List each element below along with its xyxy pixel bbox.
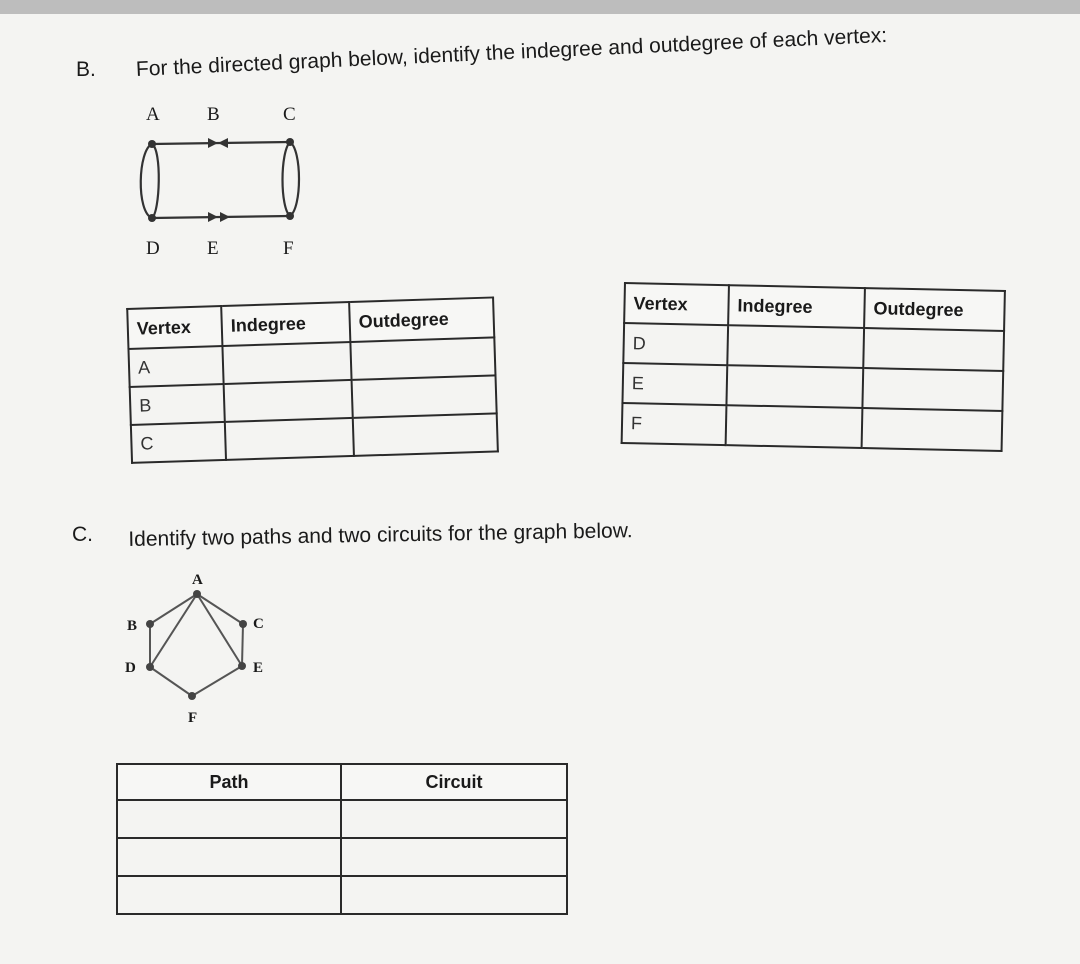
hex-vertex-f-label: F: [188, 710, 198, 726]
path-cell[interactable]: [117, 800, 341, 838]
indegree-cell[interactable]: [225, 418, 354, 460]
hex-vertex-a-dot: [193, 590, 201, 598]
outdegree-cell[interactable]: [862, 368, 1003, 411]
vertex-cell: F: [622, 403, 727, 445]
vertex-b-label: B: [207, 104, 220, 125]
edge-a-c: [197, 594, 243, 624]
directed-graph: [130, 128, 320, 232]
outdegree-cell[interactable]: [350, 337, 495, 380]
top-border: [0, 0, 1080, 14]
hex-vertex-e-dot: [238, 662, 246, 670]
arrow-icon-top-2: [218, 138, 228, 148]
edge-e-f: [192, 666, 242, 696]
circuit-cell[interactable]: [341, 838, 567, 876]
vertex-cell: E: [622, 363, 727, 405]
arrow-icon-bottom-1: [208, 212, 218, 222]
path-circuit-table: [116, 763, 568, 915]
vertex-e-label: E: [207, 238, 219, 259]
header-outdegree: Outdegree: [349, 297, 494, 342]
indegree-cell[interactable]: [726, 365, 863, 408]
hex-vertex-f-dot: [188, 692, 196, 700]
path-cell[interactable]: [117, 876, 341, 914]
circuit-cell[interactable]: [341, 876, 567, 914]
arrow-icon-bottom-2: [220, 212, 230, 222]
edge-a-d: [150, 594, 197, 667]
indegree-cell[interactable]: [727, 325, 864, 368]
section-c-label: C.: [72, 523, 93, 546]
hexagon-graph: [130, 580, 260, 710]
section-b-label: B.: [76, 58, 96, 81]
hex-vertex-a-label: A: [192, 572, 203, 588]
header-path: Path: [117, 764, 341, 800]
degree-table-left: [126, 296, 499, 463]
header-vertex: Vertex: [624, 283, 729, 325]
header-circuit: Circuit: [341, 764, 567, 800]
header-outdegree: Outdegree: [864, 288, 1005, 331]
path-cell[interactable]: [117, 838, 341, 876]
vertex-cell: B: [130, 384, 225, 425]
vertex-cell: D: [623, 323, 728, 365]
vertex-cell: C: [131, 422, 226, 463]
vertex-a-label: A: [146, 104, 160, 125]
arrow-icon-top-1: [208, 138, 218, 148]
outdegree-cell[interactable]: [353, 413, 498, 456]
vertex-cell: A: [128, 346, 223, 387]
vertex-f-label: F: [283, 238, 294, 259]
vertex-c-label: C: [283, 104, 296, 125]
header-vertex: Vertex: [127, 306, 222, 349]
loop-c-f: [283, 142, 300, 216]
outdegree-cell[interactable]: [863, 328, 1004, 371]
hex-vertex-c-dot: [239, 620, 247, 628]
vertex-f-dot: [286, 212, 294, 220]
header-indegree: Indegree: [221, 302, 350, 346]
hex-vertex-d-label: D: [125, 660, 136, 676]
indegree-cell[interactable]: [726, 405, 863, 448]
vertex-c-dot: [286, 138, 294, 146]
edge-c-e: [242, 624, 243, 666]
hex-vertex-c-label: C: [253, 616, 264, 632]
degree-table-right: [621, 282, 1006, 452]
edge-b-a: [150, 594, 197, 624]
edge-f-d: [150, 667, 192, 696]
section-c-instruction: Identify two paths and two circuits for the graph below.: [128, 519, 633, 551]
indegree-cell[interactable]: [222, 342, 351, 384]
outdegree-cell[interactable]: [352, 375, 497, 418]
hex-vertex-b-dot: [146, 620, 154, 628]
vertex-a-dot: [148, 140, 156, 148]
section-b-instruction: For the directed graph below, identify the indegree and outdegree of each vertex:: [135, 23, 888, 81]
edge-a-e: [197, 594, 242, 666]
vertex-d-label: D: [146, 238, 160, 259]
circuit-cell[interactable]: [341, 800, 567, 838]
indegree-cell[interactable]: [224, 380, 353, 422]
hex-vertex-b-label: B: [127, 618, 138, 634]
vertex-d-dot: [148, 214, 156, 222]
hex-vertex-e-label: E: [253, 660, 264, 676]
outdegree-cell[interactable]: [862, 408, 1003, 451]
header-indegree: Indegree: [728, 285, 865, 328]
hex-vertex-d-dot: [146, 663, 154, 671]
loop-a-d: [141, 144, 159, 218]
